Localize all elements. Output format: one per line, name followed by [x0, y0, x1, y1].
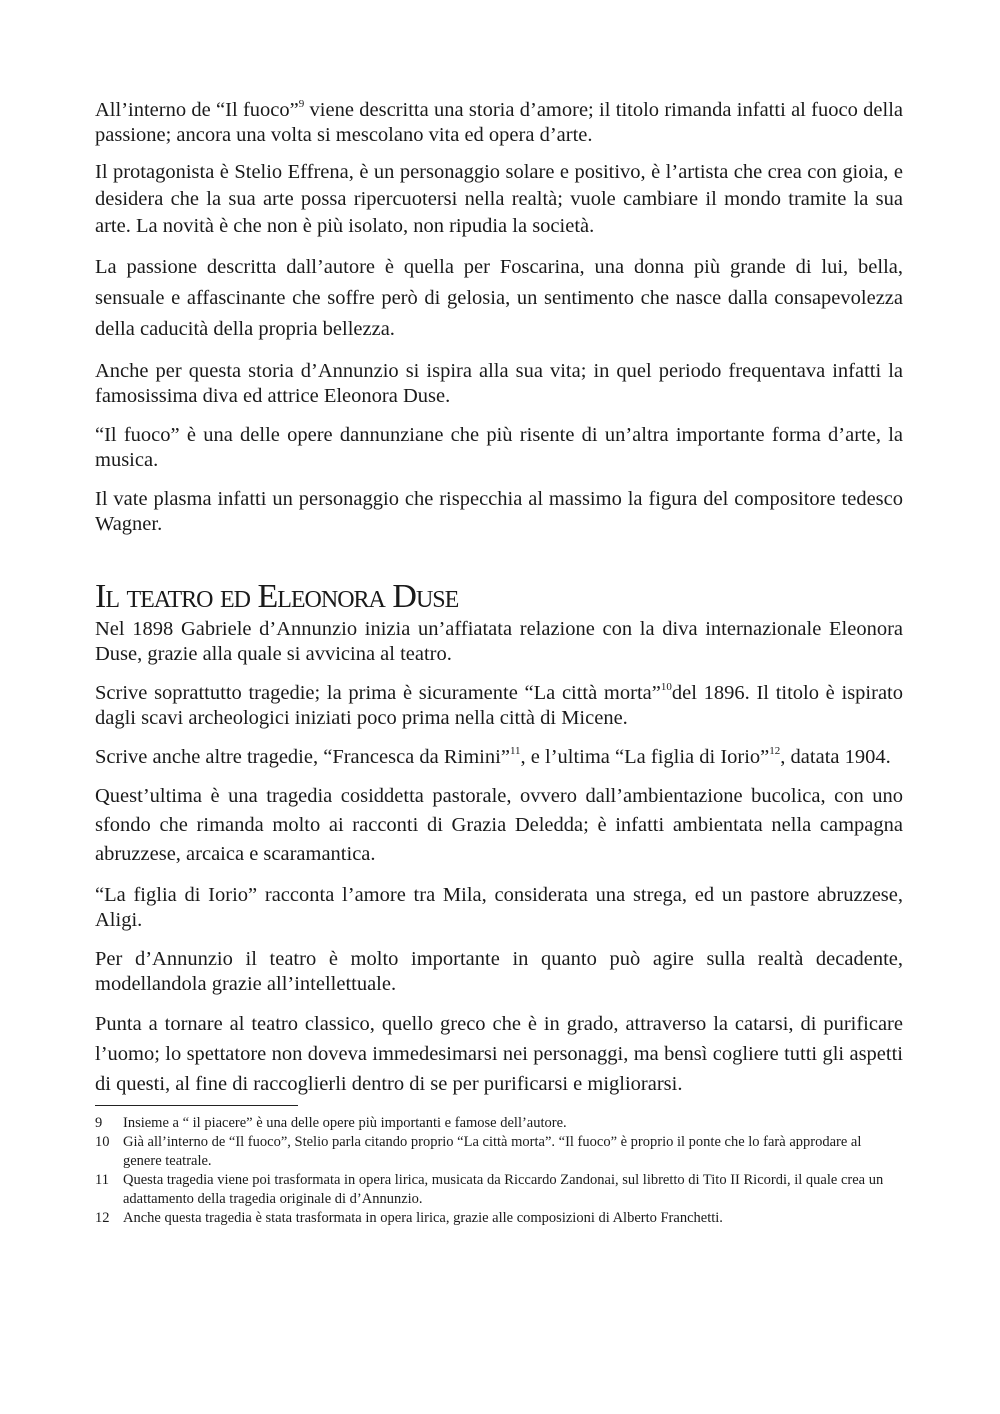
- footnote-text: Già all’interno de “Il fuoco”, Stelio parla citando proprio “La città morta”. “Il fuoco” è proprio il ponte che lo farà approdare al genere teatrale.: [123, 1134, 862, 1169]
- footnote-number: 12: [95, 1210, 110, 1226]
- document-page: [95, 98, 903, 1228]
- footnote: [95, 1209, 903, 1228]
- footnote-ref-9[interactable]: 9: [298, 98, 305, 110]
- footnote: [95, 1171, 903, 1209]
- paragraph: Per d’Annunzio il teatro è molto importante in quanto può agire sulla realtà decadente, modellandola grazie all’intellettuale.: [95, 948, 903, 995]
- footnote-ref-12[interactable]: 12: [769, 745, 781, 757]
- paragraph: Nel 1898 Gabriele d’Annunzio inizia un’affiatata relazione con la diva internazionale Eleonora Duse, grazie alla quale si avvicina al teatro.: [95, 618, 903, 665]
- paragraph: Il protagonista è Stelio Effrena, è un personaggio solare e positivo, è l’artista che crea con gioia, e desidera che la sua arte possa ripercuotersi nella realtà; vuole cambiare il mondo tramite la sua arte. La novità è che non è più isolato, non ripudia la società.: [95, 161, 903, 237]
- paragraph: “Il fuoco” è una delle opere dannunziane che più risente di un’altra importante forma d’arte, la musica.: [95, 424, 903, 471]
- paragraph: Scrive anche altre tragedie, “Francesca da Rimini”$^{11}$, e l’ultima “La figlia di Iorio”$^{12}$, datata 1904.: [95, 745, 891, 768]
- paragraph: Il vate plasma infatti un personaggio che rispecchia al massimo la figura del compositore tedesco Wagner.: [95, 488, 903, 535]
- paragraph: La passione descritta dall’autore è quella per Foscarina, una donna più grande di lui, bella, sensuale e affascinante che soffre però di gelosia, un sentimento che nasce dalla consapevolezza della caducità della propria bellezza.: [95, 256, 903, 340]
- footnote: [95, 1133, 903, 1171]
- footnote-text: Questa tragedia viene poi trasformata in opera lirica, musicata da Riccardo Zandonai, sul libretto di Tito II Ricordi, il quale crea un adattamento della tragedia originale di d’Annunzio.: [123, 1172, 884, 1207]
- paragraph: Punta a tornare al teatro classico, quello greco che è in grado, attraverso la catarsi, di purificare l’uomo; lo spettatore non doveva immedesimarsi nei personaggi, ma bensì cogliere tutti gli aspetti di questi, al fine di raccoglierli dentro di se per purificarsi e migliorarsi.: [95, 1013, 903, 1095]
- footnote-text: Anche questa tragedia è stata trasformata in opera lirica, grazie alle composizioni di Alberto Franchetti.: [123, 1210, 723, 1226]
- footnote-number: 10: [95, 1134, 110, 1150]
- footnote: [95, 1114, 903, 1133]
- paragraph: Anche per questa storia d’Annunzio si ispira alla sua vita; in quel periodo frequentava infatti la famosissima diva ed attrice Eleonora Duse.: [95, 360, 903, 407]
- footnote-number: 11: [95, 1172, 109, 1188]
- footnote-ref-11[interactable]: 11: [509, 745, 521, 757]
- footnote-separator: [95, 1105, 298, 1106]
- paragraph: “La figlia di Iorio” racconta l’amore tra Mila, considerata una strega, ed un pastore abruzzese, Aligi.: [95, 884, 903, 931]
- paragraph: All’interno de “Il fuoco”$^9$ viene descritta una storia d’amore; il titolo rimanda infatti al fuoco della passione; ancora una volta si mescolano vita ed opera d’arte.: [95, 98, 903, 146]
- paragraph: Quest’ultima è una tragedia cosiddetta pastorale, ovvero dall’ambientazione bucolica, con uno sfondo che rimanda molto ai racconti di Grazia Deledda; è infatti ambientata nella campagna abruzzese, arcaica e scaramantica.: [95, 785, 903, 865]
- footnote-text: Insieme a “ il piacere” è una delle opere più importanti e famose dell’autore.: [123, 1115, 567, 1131]
- footnote-ref-10[interactable]: 10: [660, 681, 672, 693]
- section-heading: Il teatro ed Eleonora Duse: [95, 578, 459, 615]
- footnote-number: 9: [95, 1115, 103, 1131]
- paragraph: Scrive soprattutto tragedie; la prima è sicuramente “La città morta”$^{10}$del 1896. Il titolo è ispirato dagli scavi archeologici iniziati poco prima nella città di Micene.: [95, 681, 903, 729]
